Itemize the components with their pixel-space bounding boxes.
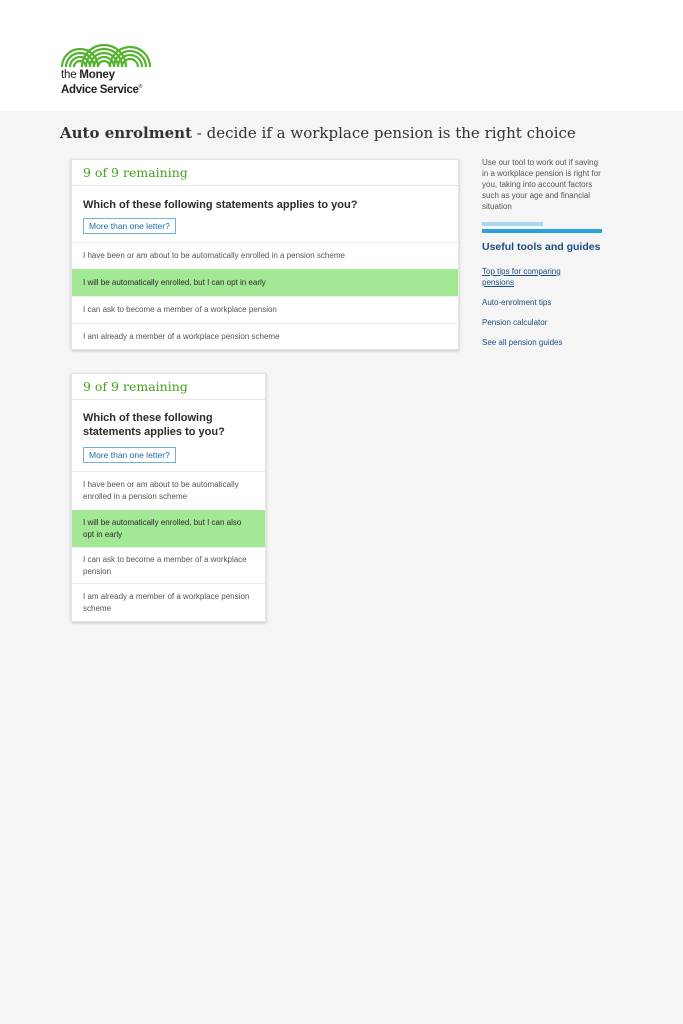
question-card-wide bbox=[71, 159, 459, 350]
logo-advice-service: Advice Service bbox=[61, 83, 139, 96]
answer-option-selected[interactable]: I will be automatically enrolled, but I can also opt in early bbox=[72, 510, 265, 547]
remaining-counter: 9 of 9 remaining bbox=[83, 379, 188, 394]
more-than-one-letter-button[interactable]: More than one letter? bbox=[83, 218, 176, 234]
link-top-tips-comparing-pensions[interactable]: Top tips for comparing pensions bbox=[482, 267, 561, 287]
card-divider bbox=[72, 185, 458, 186]
link-auto-enrolment-tips[interactable]: Auto-enrolment tips bbox=[482, 298, 552, 307]
answer-option[interactable]: I can ask to become a member of a workplace pension bbox=[72, 547, 265, 583]
site-logo[interactable] bbox=[60, 33, 160, 97]
answer-option-selected[interactable]: I will be automatically enrolled, but I can opt in early bbox=[72, 269, 458, 296]
sidebar-accent-bar-light bbox=[482, 222, 543, 226]
sidebar bbox=[482, 157, 602, 347]
rainbow-arcs-icon bbox=[60, 33, 152, 69]
card-divider bbox=[72, 399, 265, 400]
page-title-rest: - decide if a workplace pension is the right choice bbox=[192, 124, 576, 142]
link-pension-calculator[interactable]: Pension calculator bbox=[482, 318, 548, 327]
page-title-bold: Auto enrolment bbox=[60, 124, 193, 142]
question-card-narrow bbox=[71, 373, 266, 622]
link-see-all-pension-guides[interactable]: See all pension guides bbox=[482, 338, 563, 347]
more-than-one-letter-button[interactable]: More than one letter? bbox=[83, 447, 176, 463]
logo-registered-mark: ® bbox=[138, 84, 143, 90]
question-text: Which of these following statements applies to you? bbox=[83, 199, 358, 211]
logo-prefix: the bbox=[61, 69, 77, 81]
logo-wordmark bbox=[61, 69, 142, 96]
answer-option[interactable]: I am already a member of a workplace pension scheme bbox=[72, 583, 265, 621]
page-title bbox=[60, 124, 576, 142]
answer-option[interactable]: I am already a member of a workplace pension scheme bbox=[72, 323, 458, 350]
site-header bbox=[0, 0, 683, 111]
sidebar-heading: Useful tools and guides bbox=[482, 241, 601, 253]
question-text: Which of these following statements applies to you? bbox=[83, 412, 225, 438]
answer-option[interactable]: I can ask to become a member of a workplace pension bbox=[72, 296, 458, 323]
answer-option[interactable]: I have been or am about to be automatically enrolled in a pension scheme bbox=[72, 471, 265, 510]
logo-money: Money bbox=[79, 69, 115, 81]
answer-option[interactable]: I have been or am about to be automatically enrolled in a pension scheme bbox=[72, 242, 458, 269]
remaining-counter: 9 of 9 remaining bbox=[83, 165, 188, 180]
sidebar-accent-bar bbox=[482, 229, 602, 233]
sidebar-intro: Use our tool to work out if saving in a workplace pension is right for you, taking into account factors such as your age and financial situation bbox=[482, 158, 601, 211]
